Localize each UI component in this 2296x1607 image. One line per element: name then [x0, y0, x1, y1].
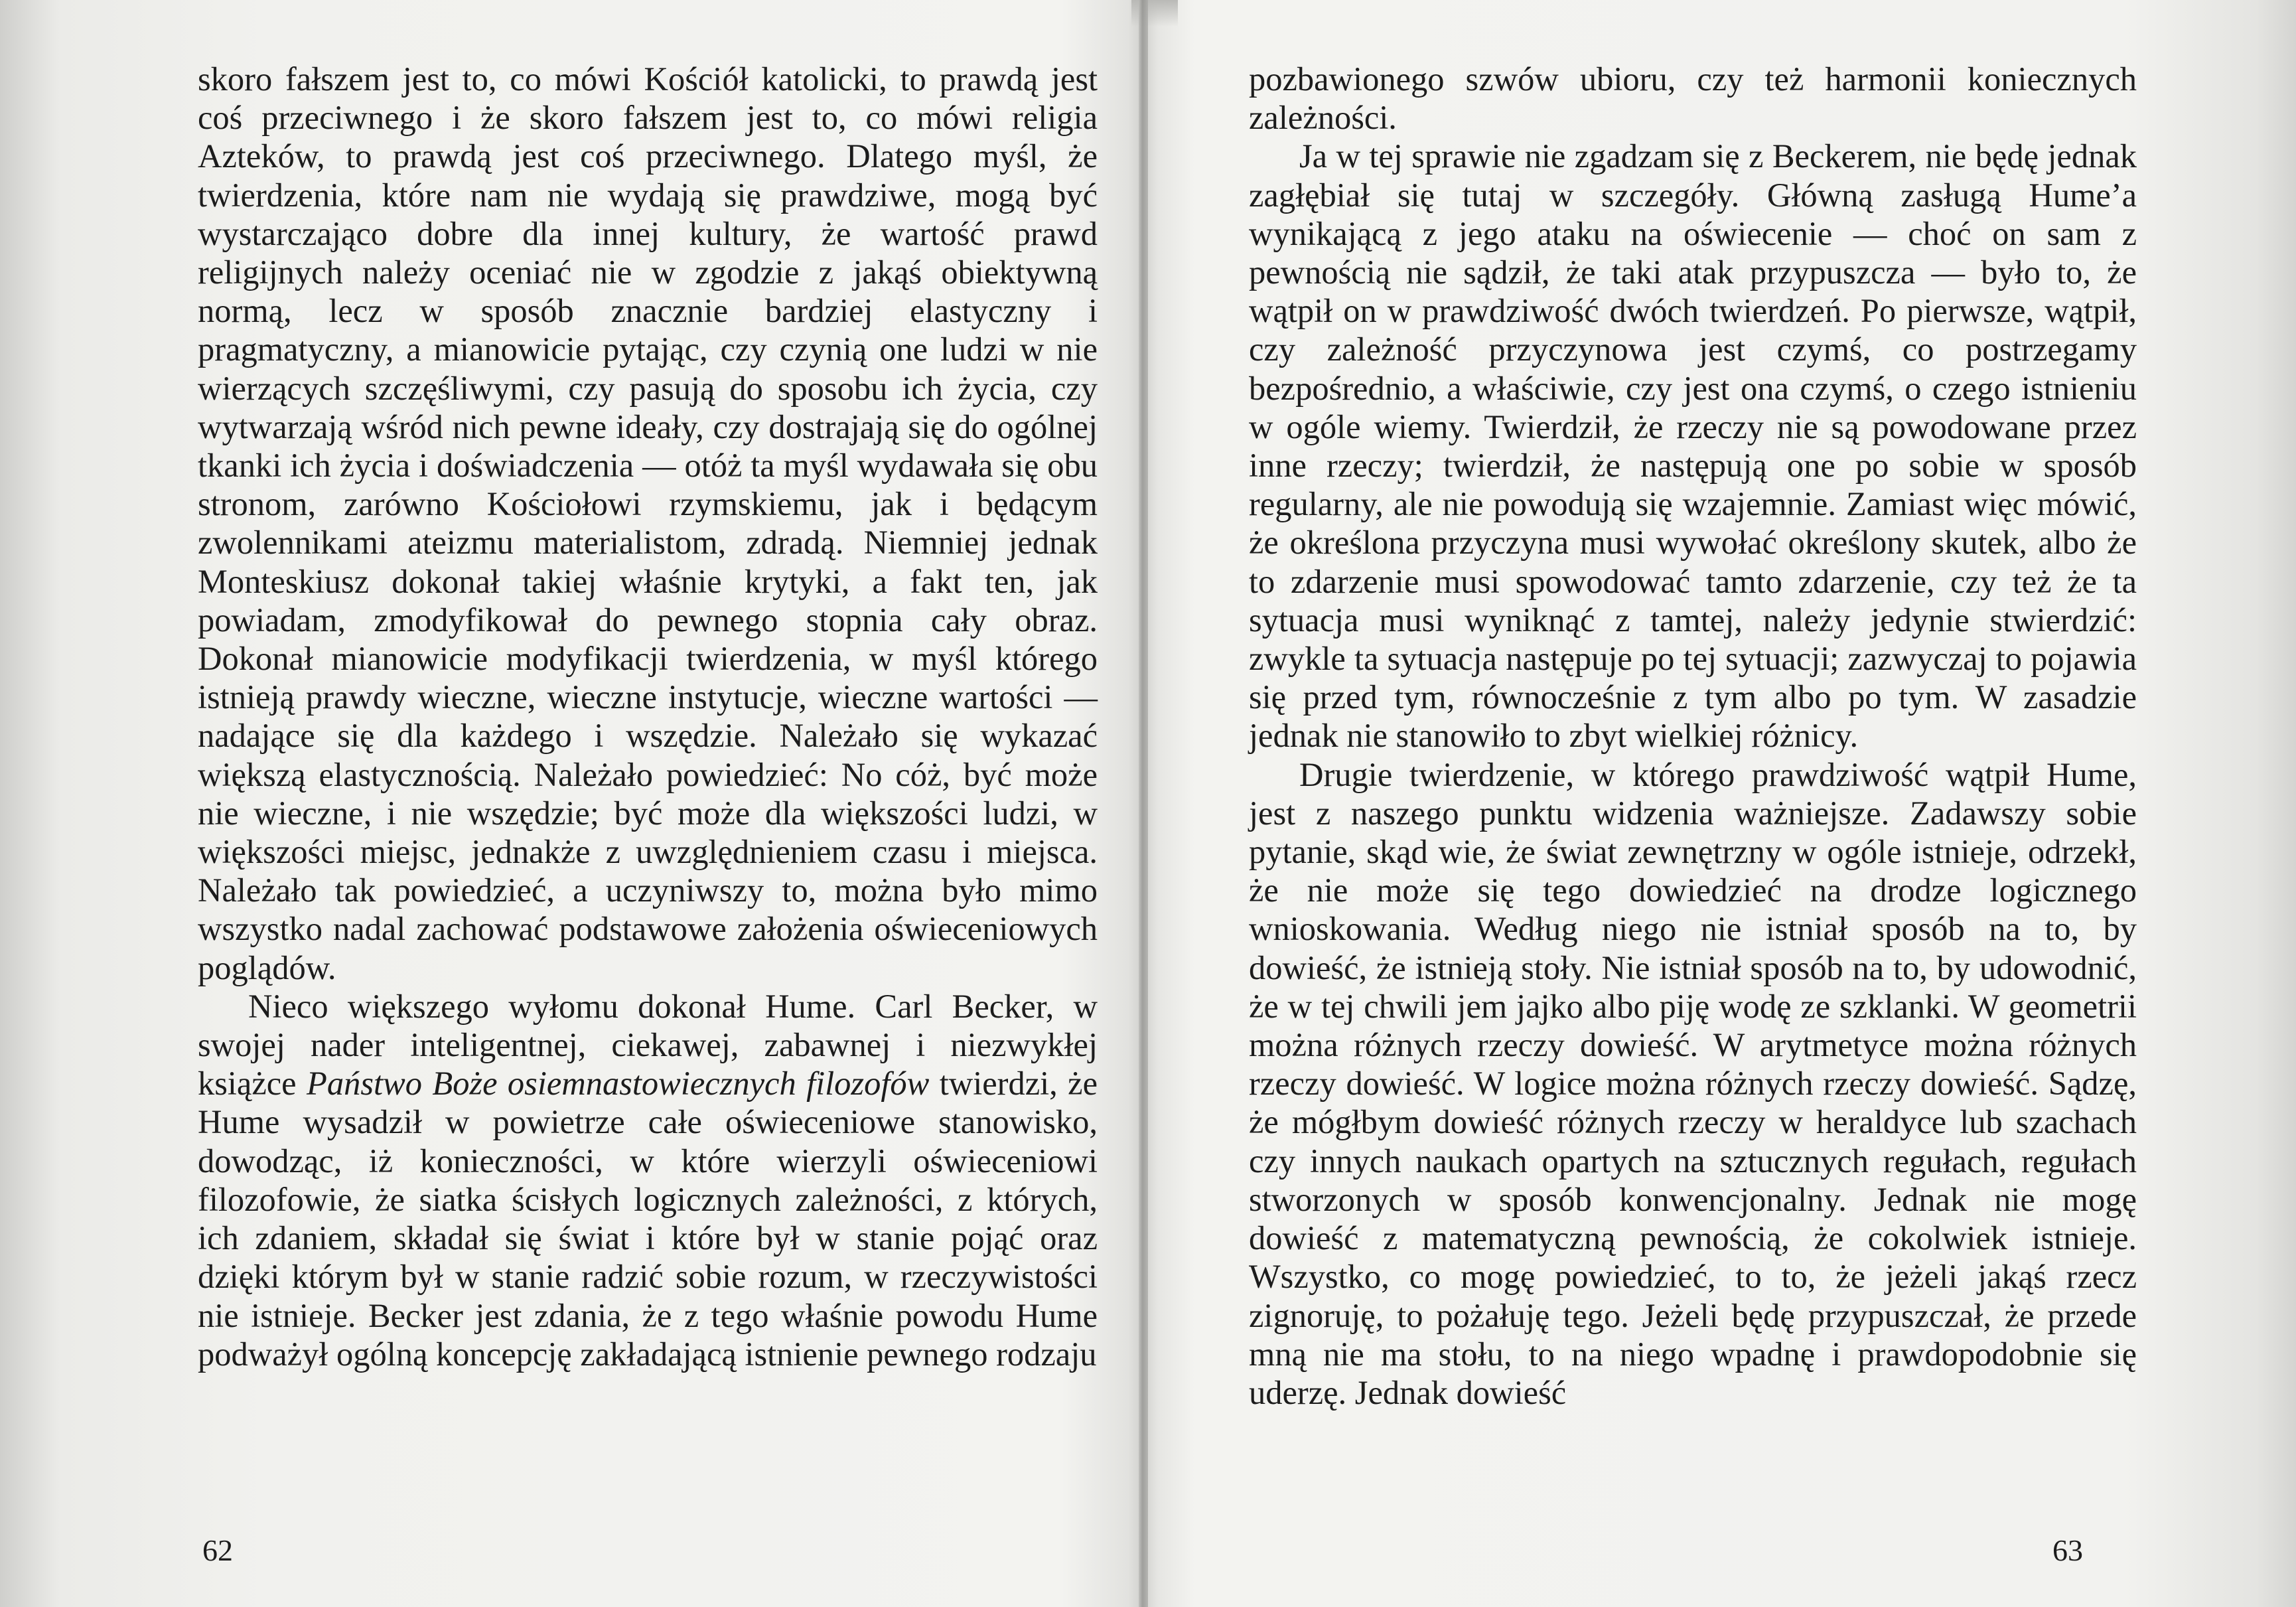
book-gutter: [1139, 0, 1148, 1607]
left-paragraph-2: [198, 987, 1098, 1373]
right-paragraph-3: [1249, 755, 2137, 1412]
text-run: Drugie twierdzenie, w którego prawdziwość wątpił Hume, jest z naszego punktu widzenia ważniejsze. Zadawszy sobie pytanie, skąd wie, że świat zewnętrzny w ogóle istnieje, odrzekł, że nie może się tego dowiedzieć na drodze logicznego wnioskowania. Według niego nie istniał sposób na to, by dowieść, że istnieją stoły. Nie istniał sposób na to, by udowodnić, że w tej chwili jem jajko albo piję wodę ze szklanki. W geometrii można różnych rzeczy dowieść. W arytmetyce można różnych rzeczy dowieść. W logice można różnych rzeczy dowieść. Sądzę, że mógłbym dowieść różnych rzeczy w heraldyce lub szachach czy innych naukach opartych na sztucznych regułach, regułach stworzonych w sposób konwencjonalny. Jednak nie mogę dowieść z matematyczną pewnością, że cokolwiek istnieje. Wszystko, co mogę powiedzieć, to to, że jeżeli jakąś rzecz zignoruję, to pożałuję tego. Jeżeli będę przypuszczał, że przede mną nie ma stołu, to na niego wpadnę i prawdopodobnie się uderzę. Jednak dowieść: [1249, 755, 2137, 1411]
book-title-italic: Państwo Boże osiemnastowiecznych filozofów: [307, 1065, 930, 1103]
page-number-right: 63: [2052, 1533, 2083, 1567]
text-run: twierdzi, że Hume wysadził w powietrze całe oświeceniowe stanowisko, dowodząc, iż konieczności, w które wierzyli oświeceniowi filozofowie, że siatka ścisłych logicznych zależności, z których, ich zdaniem, składał się świat i które był w stanie pojąć oraz dzięki którym był w stanie radzić sobie rozum, w rzeczywistości nie istnieje. Becker jest zdania, że z tego właśnie powodu Hume podważył ogólną koncepcję zakładającą istnienie pewnego rodzaju: [198, 1065, 1098, 1373]
text-run: Nieco większego wyłomu dokonał Hume. Carl Becker, w swojej nader inteligentnej, ciekawej, zabawnej i niezwykłej książce: [198, 987, 1098, 1103]
right-paragraph-1: [1249, 60, 2137, 137]
right-page-body: [1249, 60, 2137, 1412]
left-page-body: [198, 60, 1098, 1373]
text-run: skoro fałszem jest to, co mówi Kościół katolicki, to prawdą jest coś przeciwnego i że skoro fałszem jest to, co mówi religia Azteków, to prawdą jest coś przeciwnego. Dlatego myśl, że twierdzenia, które nam nie wydają się prawdziwe, mogą być wystarczająco dobre dla innej kultury, że wartość prawd religijnych należy oceniać nie w zgodzie z jakąś obiektywną normą, lecz w sposób znacznie bardziej elastyczny i pragmatyczny, a mianowicie pytając, czy czynią one ludzi w nie wierzących szczęśliwymi, czy pasują do sposobu ich życia, czy wytwarzają wśród nich pewne ideały, czy dostrajają się do ogólnej tkanki ich życia i doświadczenia — otóż ta myśl wydawała się obu stronom, zarówno Kościołowi rzymskiemu, jak i będącym zwolennikami ateizmu materialistom, zdradą. Niemniej jednak Monteskiusz dokonał takiej właśnie krytyki, a fakt ten, jak powiadam, zmodyfikował do pewnego stopnia cały obraz. Dokonał mianowicie modyfikacji twierdzenia, w myśl którego istnieją prawdy wieczne, wieczne instytucje, wieczne wartości — nadające się dla każdego i wszędzie. Należało się wykazać większą elastycznością. Należało powiedzieć: No cóż, być może nie wieczne, i nie wszędzie; być może dla większości ludzi, w większości miejsc, jednakże z uwzględnieniem czasu i miejsca. Należało tak powiedzieć, a uczyniwszy to, można było mimo wszystko nadal zachować podstawowe założenia oświeceniowych poglądów.: [198, 60, 1098, 986]
text-run: Ja w tej sprawie nie zgadzam się z Beckerem, nie będę jednak zagłębiał się tutaj w szczegóły. Główną zasługą Hume’a wynikającą z jego ataku na oświecenie — choć on sam z pewnością nie sądził, że taki atak przypuszcza — było to, że wątpił on w prawdziwość dwóch twierdzeń. Po pierwsze, wątpił, czy zależność przyczynowa jest czymś, co postrzegamy bezpośrednio, a właściwie, czy jest ona czymś, o czego istnieniu w ogóle wiemy. Twierdził, że rzeczy nie są powodowane przez inne rzeczy; twierdził, że następują one po sobie w sposób regularny, ale nie powodują się wzajemnie. Zamiast więc mówić, że określona przyczyna musi wywołać określony skutek, albo że to zdarzenie musi spowodować tamto zdarzenie, czy też że ta sytuacja musi wyniknąć z tamtej, należy jedynie stwierdzić: zwykle ta sytuacja następuje po tej sytuacji; zazwyczaj to pojawia się przed tym, równocześnie z tym albo po tym. W zasadzie jednak nie stanowiło to zbyt wielkiej różnicy.: [1249, 137, 2137, 755]
page-number-left: 62: [202, 1533, 233, 1567]
text-run: pozbawionego szwów ubioru, czy też harmonii koniecznych zależności.: [1249, 60, 2137, 137]
right-paragraph-2: [1249, 137, 2137, 755]
left-paragraph-1: [198, 60, 1098, 987]
